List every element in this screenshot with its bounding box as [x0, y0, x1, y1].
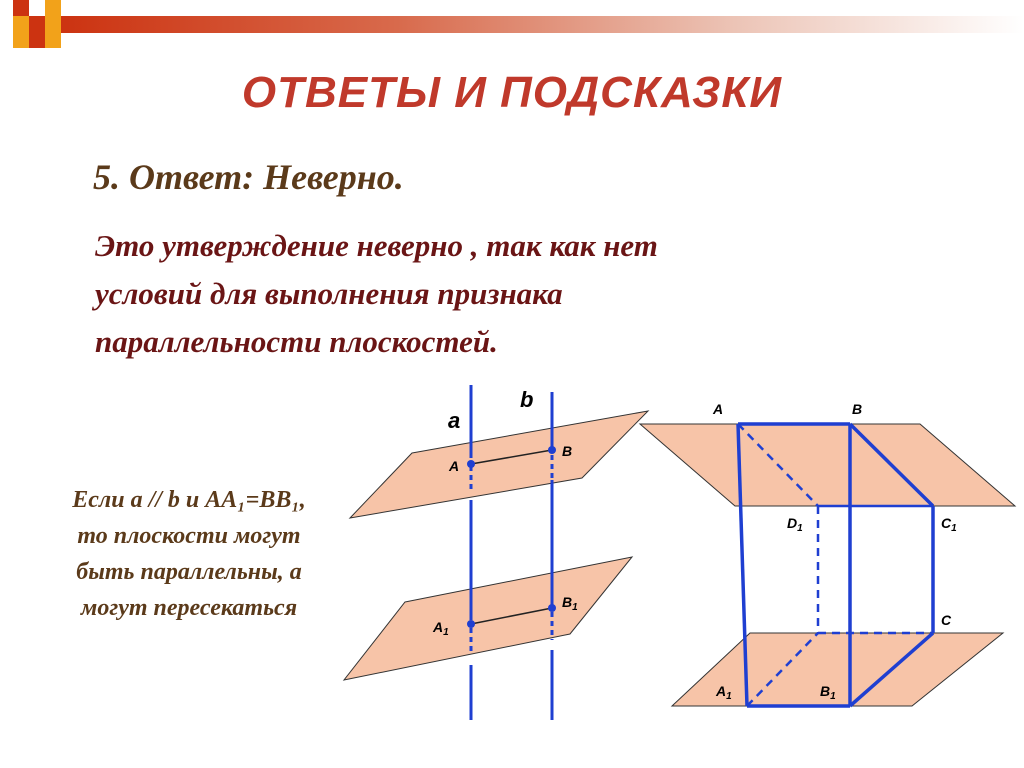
label-vertex-a: A	[713, 401, 724, 417]
label-line-a: a	[448, 408, 461, 433]
label-vertex-c1: $C_1$	[941, 515, 957, 534]
note-line: Если a // b и AA₁=BB₁,	[72, 487, 306, 513]
label-vertex-a1: $A_1$	[716, 683, 732, 702]
upper-plane	[350, 411, 648, 518]
answer-text: 5. Ответ: Неверно.	[93, 157, 404, 197]
explanation-line: параллельности плоскостей.	[95, 324, 498, 359]
label-line-b: b	[520, 387, 534, 412]
explanation-line: Это утверждение неверно , так как нет	[95, 228, 658, 263]
label-vertex-c: C	[941, 612, 952, 628]
point-b	[548, 446, 556, 454]
slide-title: ОТВЕТЫ И ПОДСКАЗКИ	[241, 68, 783, 117]
label-vertex-b1: $B_1$	[820, 683, 836, 702]
note-line: то плоскости могут	[77, 523, 301, 549]
label-vertex-b: B	[852, 401, 863, 417]
figure-two-planes	[344, 385, 648, 720]
figure-prism	[640, 401, 1015, 706]
lower-plane	[344, 557, 632, 680]
label-point-b1: $B_1$	[562, 594, 578, 613]
label-point-a1: $A_1$	[433, 619, 449, 638]
note-line: могут пересекаться	[80, 595, 298, 621]
point-b1	[548, 604, 556, 612]
note-line: быть параллельны, а	[76, 559, 302, 585]
label-point-b: B	[562, 443, 573, 459]
label-point-a: A	[449, 458, 460, 474]
point-a	[467, 460, 475, 468]
explanation-line: условий для выполнения признака	[95, 276, 563, 311]
point-a1	[467, 620, 475, 628]
label-vertex-d1: $D_1$	[787, 515, 803, 534]
upper-plane	[640, 424, 1015, 506]
